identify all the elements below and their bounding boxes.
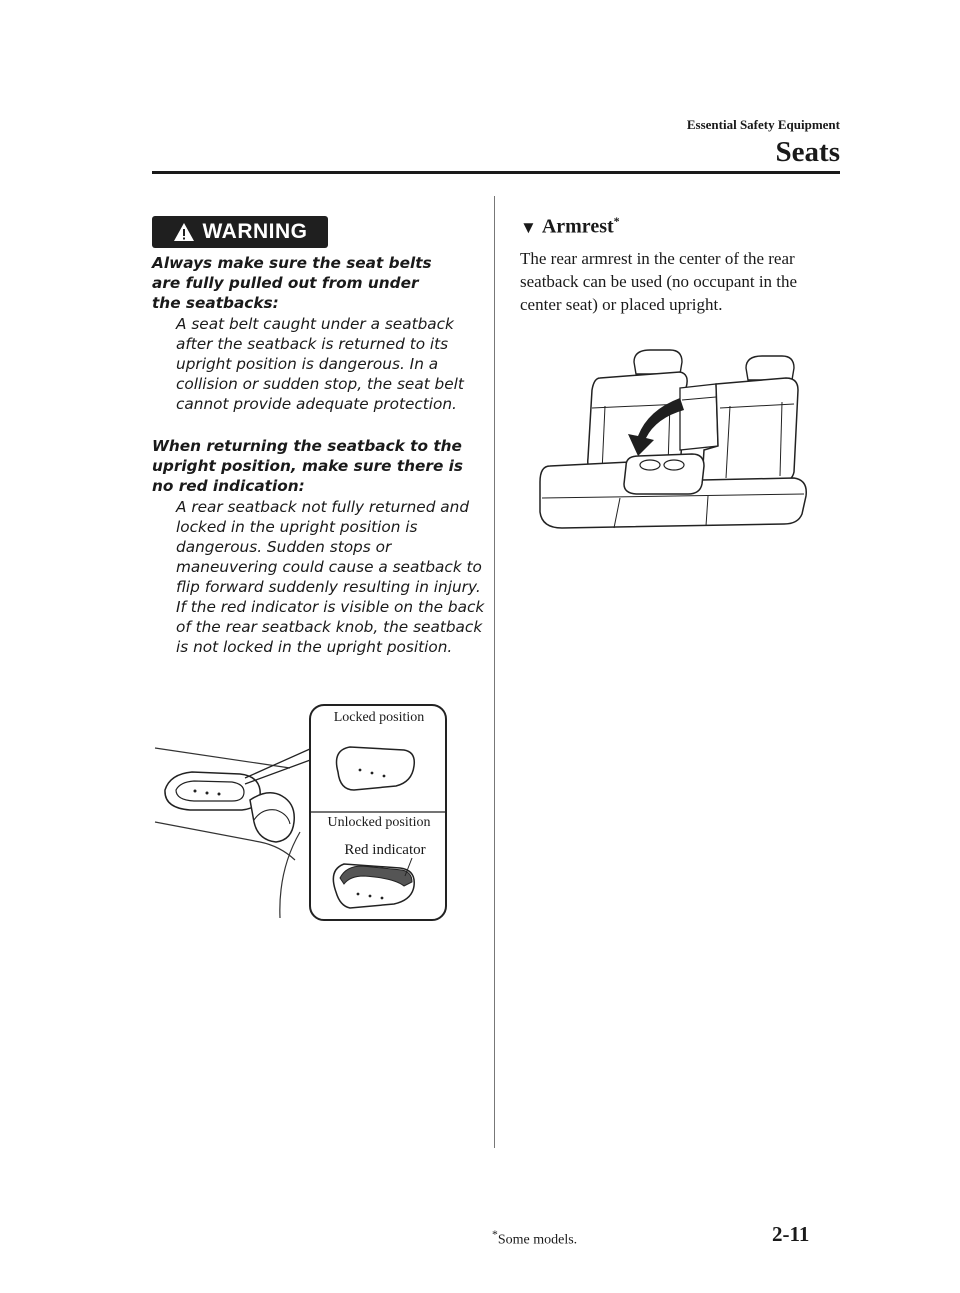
armrest-heading (520, 214, 620, 239)
unlocked-position-label: Unlocked position (327, 815, 431, 830)
page-title: Seats (775, 136, 840, 168)
page-number: 2-11 (772, 1222, 810, 1246)
warning-badge (152, 216, 328, 248)
rear-seat-armrest-illustration (530, 348, 810, 538)
armrest-description: The rear armrest in the center of the rear seatback can be used (no occupant in the center seat) or placed upright. (520, 249, 798, 314)
triangle-marker-icon: ▼ (520, 217, 537, 237)
footnote-asterisk: * (492, 1228, 498, 1241)
warning-item2-body: A rear seatback not fully returned and locked in the upright position is dangerous. Sudden stops or maneuvering could cause a seatback to flip forward suddenly resulting in injury. If the red indicator is visible on the back of the rear seatback knob, the seatback is not locked in the upright position. (176, 498, 485, 656)
red-indicator-label: Red indicator (344, 842, 426, 858)
seatback-knob-illustration (150, 700, 450, 925)
header-rule (152, 171, 840, 174)
armrest-title: Armrest (541, 215, 614, 238)
footnote (492, 1228, 577, 1249)
warning-item2-lead: When returning the seatback to the upright position, make sure there is no red indication: (152, 437, 464, 495)
warning-icon (173, 222, 195, 242)
warning-item1-lead: Always make sure the seat belts are fully pulled out from under the seatbacks: (152, 254, 432, 312)
locked-position-label: Locked position (333, 710, 425, 725)
warning-badge-label: WARNING (202, 220, 308, 243)
some-models-asterisk: * (613, 214, 620, 228)
footnote-text: Some models. (497, 1232, 578, 1248)
header-section-label: Essential Safety Equipment (686, 117, 840, 132)
warning-item1-body: A seat belt caught under a seatback after the seatback is returned to its upright position is dangerous. In a collision or sudden stop, the seat belt cannot provide adequate protection. (176, 315, 464, 413)
column-divider (494, 196, 495, 1148)
